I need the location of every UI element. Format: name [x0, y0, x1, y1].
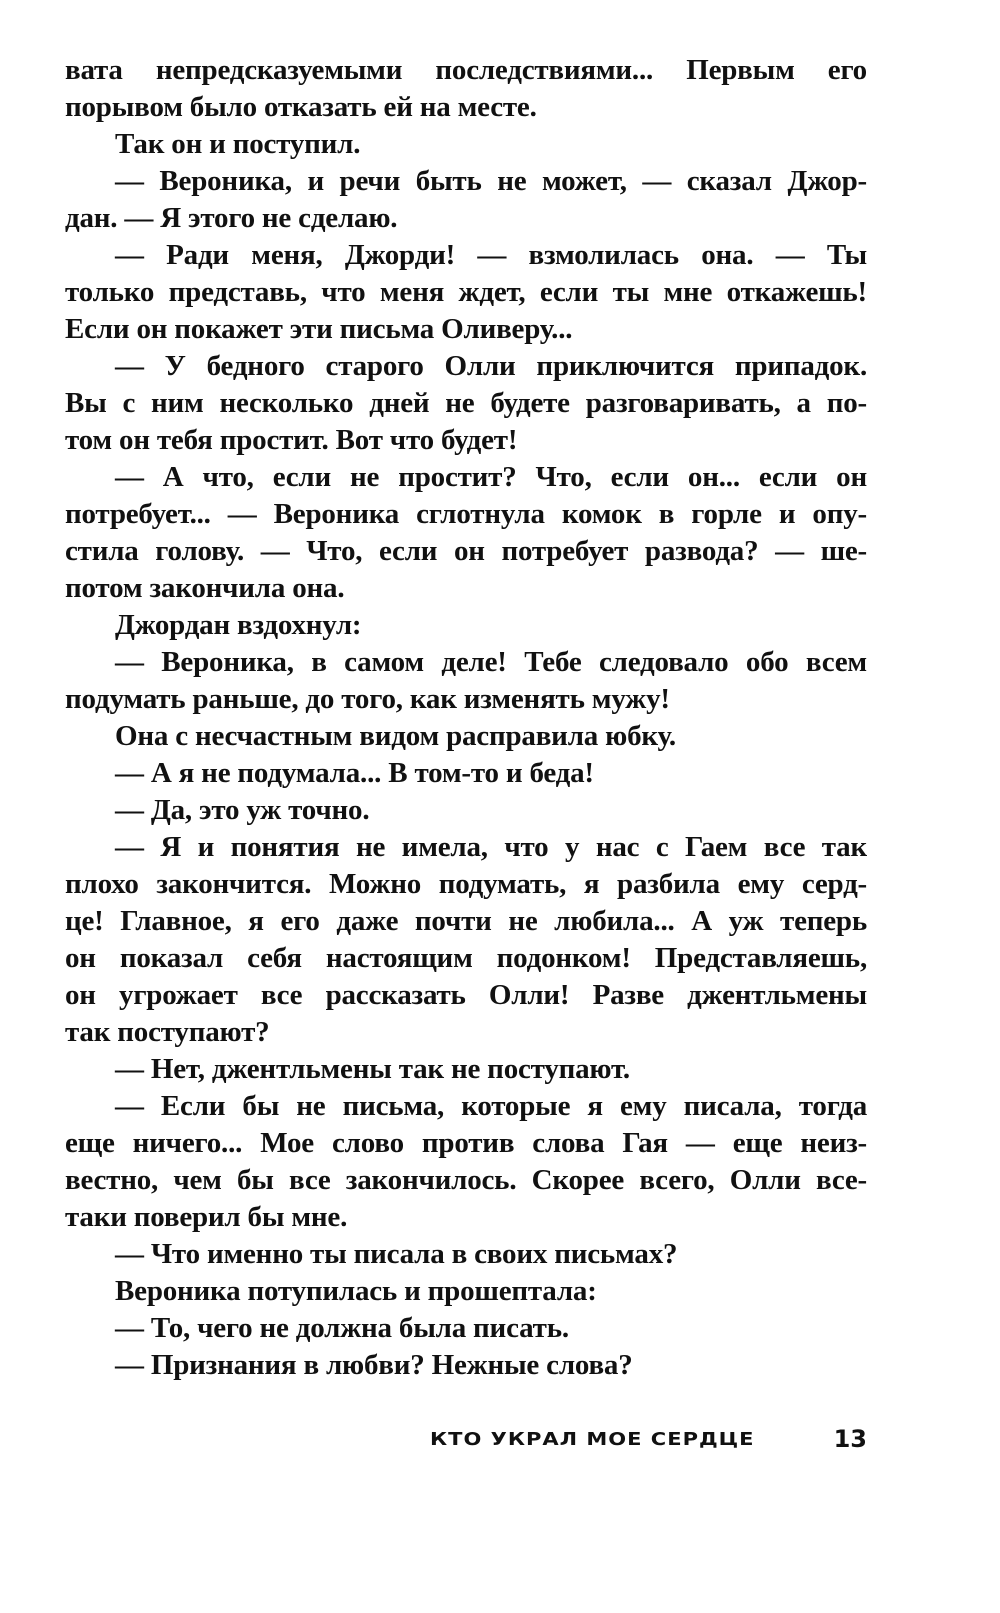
text-line: — Ради меня, Джорди! — взмолилась она. — Ты: [115, 239, 867, 271]
text-line: Джордан вздохнул:: [115, 609, 362, 641]
text-line: таки поверил бы мне.: [65, 1201, 348, 1233]
text-line: — То, чего не должна была писать.: [115, 1312, 569, 1344]
text-line: — А что, если не простит? Что, если он... если он: [115, 461, 867, 493]
text-line: только представь, что меня ждет, если ты мне откажешь!: [65, 276, 867, 308]
text-line: — Да, это уж точно.: [115, 794, 370, 826]
text-line: — Вероника, в самом деле! Тебе следовало обо всем: [115, 646, 867, 678]
text-line: вестно, чем бы все закончилось. Скорее всего, Олли все-: [65, 1164, 867, 1196]
text-line: том он тебя простит. Вот что будет!: [65, 424, 518, 456]
text-line: — А я не подумала... В том-то и беда!: [115, 757, 594, 789]
text-line: Вы с ним несколько дней не будете разговаривать, а по-: [65, 387, 867, 419]
text-line: плохо закончится. Можно подумать, я разбила ему серд-: [65, 868, 867, 900]
page-number: 13: [833, 1425, 867, 1453]
text-line: це! Главное, я его даже почти не любила... А уж теперь: [65, 905, 867, 937]
text-line: — Вероника, и речи быть не может, — сказал Джор-: [115, 165, 867, 197]
text-line: он угрожает все рассказать Олли! Разве джентльмены: [65, 979, 867, 1011]
text-line: потребует... — Вероника сглотнула комок в горле и опу-: [65, 498, 867, 530]
text-line: он показал себя настоящим подонком! Представляешь,: [65, 942, 867, 974]
text-line: — Признания в любви? Нежные слова?: [115, 1349, 633, 1381]
text-line: еще ничего... Мое слово против слова Гая — еще неиз-: [65, 1127, 867, 1159]
running-footer: [430, 1425, 867, 1453]
text-line: дан. — Я этого не сделаю.: [65, 202, 398, 234]
text-line: так поступают?: [65, 1016, 270, 1048]
text-line: — Что именно ты писала в своих письмах?: [115, 1238, 678, 1270]
text-line: вата непредсказуемыми последствиями... Первым его: [65, 54, 867, 86]
text-line: Вероника потупилась и прошептала:: [115, 1275, 597, 1307]
text-line: — Я и понятия не имела, что у нас с Гаем все так: [115, 831, 867, 863]
book-title: КТО УКРАЛ МОЕ СЕРДЦЕ: [430, 1428, 755, 1450]
text-line: порывом было отказать ей на месте.: [65, 91, 537, 123]
text-line: подумать раньше, до того, как изменять мужу!: [65, 683, 670, 715]
text-line: Если он покажет эти письма Оливеру...: [65, 313, 573, 345]
text-line: стила голову. — Что, если он потребует развода? — ше-: [65, 535, 867, 567]
text-line: — Нет, джентльмены так не поступают.: [115, 1053, 630, 1085]
page-body-text: [65, 52, 867, 1384]
text-line: потом закончила она.: [65, 572, 345, 604]
text-line: — Если бы не письма, которые я ему писала, тогда: [115, 1090, 867, 1122]
text-line: — У бедного старого Олли приключится припадок.: [115, 350, 867, 382]
text-line: Она с несчастным видом расправила юбку.: [115, 720, 676, 752]
text-line: Так он и поступил.: [115, 128, 361, 160]
